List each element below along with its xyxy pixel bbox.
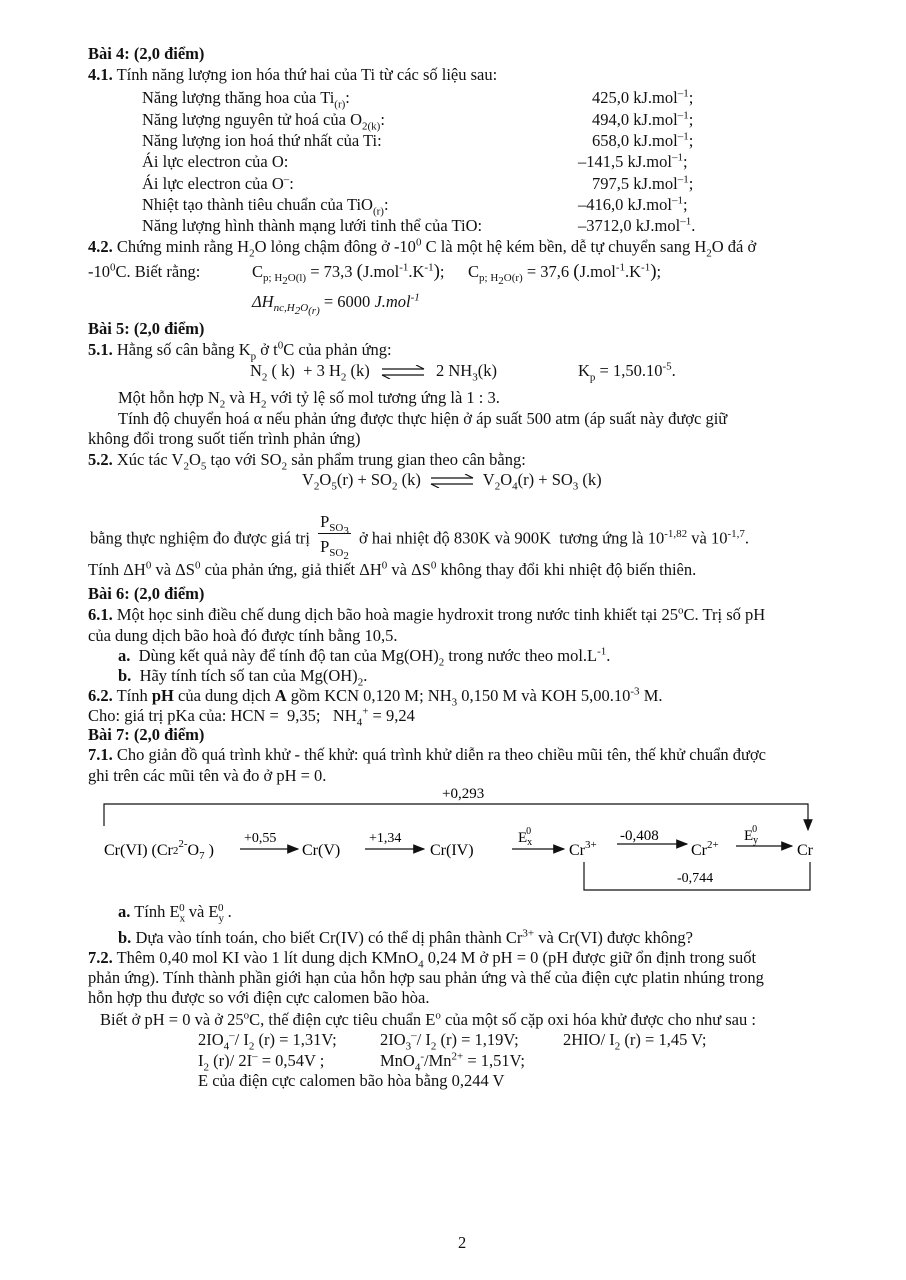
- item-label: b.: [118, 666, 132, 685]
- data-label-ionization: Năng lượng ion hoá thứ nhất của Ti:: [142, 131, 382, 150]
- pka-given: Cho: giá trị pKa của: HCN = 9,35; $NH_4^+ = 9,24$: [88, 705, 415, 729]
- question-7-1: [88, 745, 766, 765]
- item-label: a.: [118, 902, 131, 921]
- species-cr-3: $Cr^{3+}$: [569, 839, 597, 859]
- standard-potentials-intro: Biết ở pH = 0 và ở 25$^o$C, thế điện cực tiêu chuẩn $E^o$ của một số cặp oxi hóa khử được cho như sau :: [100, 1009, 756, 1029]
- question-6-1-line2: của dung dịch bão hoà đó được tính bằng 10,5.: [88, 626, 398, 645]
- question-4-1: [88, 65, 497, 85]
- species-cr-2: $Cr^{2+}$: [691, 839, 719, 859]
- question-5-1: 5.1. Hằng số cân bằng $K_p$ ở $t^0C$ của phản ứng:: [88, 339, 392, 363]
- section-title-bai-7: Bài 7: (2,0 điểm): [88, 725, 205, 744]
- potential-io3: $2IO_3^-/$ $I_2$ (r) = 1,19V;: [380, 1029, 519, 1053]
- question-7-2-line3: hỗn hợp thu được so với điện cực calomen bão hòa.: [88, 988, 430, 1007]
- question-number: 5.2.: [88, 450, 113, 469]
- question-6-1-a: a. Dùng kết quả này để tính độ tan của $Mg(OH)_2$ trong nước theo $mol.L^{-1}$.: [118, 645, 611, 669]
- question-7-2-line2: phản ứng). Tính thành phần giới hạn của hỗn hợp sau phản ứng và thế của điện cực platin nhúng trong: [88, 968, 764, 987]
- mixture-ratio: Một hỗn hợp $N_2$ và $H_2$ với tỷ lệ số mol tương ứng là 1 : 3.: [118, 388, 500, 411]
- species-cr: Cr: [797, 842, 813, 859]
- potential-i2: $I_2$ (r)/ 2I– = 0,54V ;: [198, 1050, 325, 1074]
- question-4-2-line2: $-10^0C$. Biết rằng:: [88, 261, 201, 281]
- conversion-question: Tính độ chuyển hoá α nếu phản ứng được thực hiện ở áp suất 500 atm (áp suất này được giữ: [118, 409, 728, 428]
- question-text: Cho giản đồ quá trình khử - thế khử: quá trình khử diễn ra theo chiều mũi tên, thế khử chuẩn được: [116, 745, 767, 764]
- pressure-ratio: $\frac{P_{SO_3}}{P_{SO_2}}$: [320, 512, 349, 563]
- data-label-electron-affinity-o-minus: Ái lực electron của O–:: [142, 173, 294, 193]
- potential-vi-v: +0,55: [244, 831, 277, 846]
- kp-value: $K_p = 1,50.10^{-5}$.: [578, 360, 676, 384]
- potential-ex: $E_x0$: [518, 826, 533, 848]
- equilibrium-arrow-icon: [380, 365, 426, 379]
- calculate-enthalpy-entropy: Tính $\Delta H^0$ và $\Delta S^0$ của phản ứng, giả thiết $\Delta H^0$ và $\Delta S^0$ không thay đổi khi nhiệt độ biến thiên.: [88, 559, 697, 579]
- question-6-1-b: b. Hãy tính tích số tan của $Mg(OH)_2$.: [118, 666, 368, 689]
- data-label-electron-affinity-o: Ái lực electron của O:: [142, 152, 289, 171]
- section-title-bai-5: Bài 5: (2,0 điểm): [88, 319, 205, 338]
- question-number: 7.2.: [88, 948, 113, 967]
- species-cr-iv: Cr(IV): [430, 842, 474, 859]
- experimental-line: bằng thực nghiệm đo được giá trị $\frac{P_{SO_3}}{P_{SO_2}}$ ở hai nhiệt độ 830K và 900K tương ứng là $10^{-1,82}$ và $10^{-1,7}$.: [90, 512, 750, 563]
- data-value-electron-affinity-o-minus: 797,5 kJ.mol$^{-1}$;: [592, 173, 694, 193]
- item-label: b.: [118, 928, 132, 947]
- species-cr-v: Cr(V): [302, 842, 341, 859]
- potential-3-2: -0,408: [620, 828, 659, 844]
- data-value-lattice-energy: –3712,0 kJ.mol$^{-1}$.: [578, 215, 696, 235]
- section-title-bai-4: Bài 4: (2,0 điểm): [88, 44, 205, 63]
- species-cr-vi: Cr(VI) ($Cr2^{2-}O_7$ ): [104, 838, 214, 862]
- top-potential-label: +0,293: [442, 786, 485, 802]
- question-number: 4.2.: [88, 237, 113, 256]
- cp-liquid-water: $C_{p; H_2O(l)} = 73,3$ $(J.mol^{-1}.K^{-1})$;: [252, 261, 445, 288]
- latimer-diagram: [90, 780, 830, 900]
- data-label-lattice-energy: Năng lượng hình thành mạng lưới tinh thể của TiO:: [142, 216, 483, 235]
- potential-v-iv: +1,34: [369, 831, 402, 846]
- question-6-2: 6.2. Tính pH của dung dịch A gồm KCN 0,120 M; $NH_3$ 0,150 M và KOH $5,00.10^{-3}$ M.: [88, 685, 663, 709]
- equilibrium-arrow-icon: [429, 474, 475, 488]
- question-text: Tính năng lượng ion hóa thứ hai của Ti từ các số liệu sau:: [116, 65, 498, 84]
- question-number: 5.1.: [88, 340, 113, 359]
- data-value-ionization: 658,0 kJ.mol$^{-1}$;: [592, 130, 694, 150]
- question-7-2: 7.2. Thêm 0,40 mol KI vào 1 lít dung dịch KMnO$_4$ 0,24 M ở pH = 0 (pH được giữ ổn định trong suốt: [88, 948, 757, 971]
- question-number: 4.1.: [88, 65, 113, 84]
- item-label: a.: [118, 646, 131, 665]
- enthalpy-fusion: $\Delta H_{nc,H_2O_{(r)}} = 6000$ J.mol$^{-1}$: [252, 291, 420, 318]
- bottom-potential-label: -0,744: [677, 871, 714, 886]
- experimental-text: bằng thực nghiệm đo được giá trị: [90, 528, 310, 548]
- question-number: 7.1.: [88, 745, 113, 764]
- data-label-formation-heat: Nhiệt tạo thành tiêu chuẩn của TiO$_{(r)}$:: [142, 195, 389, 218]
- reaction-ammonia: $N_2$ ( k) + 3 $H_2$ (k) 2 $NH_3(k)$: [250, 361, 497, 384]
- question-number: 6.1.: [88, 605, 113, 624]
- potential-hio: 2HIO/ $I_2$ (r) = 1,45 V;: [563, 1030, 707, 1053]
- question-7-1-b: b. Dựa vào tính toán, cho biết Cr(IV) có thể dị phân thành $Cr^{3+}$ và Cr(VI) được không?: [118, 927, 693, 947]
- data-value-atomization: 494,0 kJ.mol$^{-1}$;: [592, 109, 694, 129]
- cp-solid-water: $C_{p; H_2O(r)} = 37,6$ $(J.mol^{-1}.K^{-1})$;: [468, 261, 662, 288]
- top-bracket-arrow: [104, 804, 808, 830]
- question-7-1-line2: ghi trên các mũi tên và đo ở pH = 0.: [88, 766, 327, 785]
- potential-ey: $E_y0$: [744, 824, 759, 846]
- calomel-potential: E của điện cực calomen bão hòa bằng 0,244 V: [198, 1071, 505, 1090]
- data-value-electron-affinity-o: –141,5 kJ.mol$^{-1}$;: [578, 151, 688, 171]
- question-4-2: 4.2. Chứng minh rằng $H_2O$ lỏng chậm đông ở $-10^0$ C là một hệ kém bền, dễ tự chuyển sang $H_2O$ đá ở: [88, 236, 757, 260]
- section-title-bai-6: Bài 6: (2,0 điểm): [88, 584, 205, 603]
- page-number: 2: [458, 1233, 467, 1252]
- potential-mno4: $MnO_4^-/Mn^{2+} = 1,51V$;: [380, 1050, 525, 1074]
- conversion-question-line2: không đổi trong suốt tiến trình phản ứng): [88, 429, 361, 448]
- potential-io4: $2IO_4^-/$ $I_2$ (r) = 1,31V;: [198, 1029, 337, 1053]
- data-label-atomization: Năng lượng nguyên tử hoá của $O_{2(k)}$:: [142, 110, 385, 133]
- question-7-1-a: a. Tính $E_x^0$ và $E_y^0$ .: [118, 901, 232, 925]
- reaction-vanadium: $V_2O_5(r) + SO_2$ (k) $V_2O_4(r) + SO_3$ (k): [302, 470, 602, 493]
- data-value-formation-heat: –416,0 kJ.mol$^{-1}$;: [578, 194, 688, 214]
- data-label-sublimation: Năng lượng thăng hoa của $Ti_{(r)}$:: [142, 88, 350, 111]
- question-5-2: 5.2. Xúc tác $V_2O_5$ tạo với $SO_2$ sản phẩm trung gian theo cân bằng:: [88, 450, 526, 473]
- data-value-sublimation: 425,0 kJ.mol$^{-1}$;: [592, 87, 694, 107]
- question-6-1: 6.1. Một học sinh điều chế dung dịch bão hoà magie hydroxit trong nước tinh khiết tại 25$^o$C. Trị số pH: [88, 604, 766, 624]
- question-number: 6.2.: [88, 686, 113, 705]
